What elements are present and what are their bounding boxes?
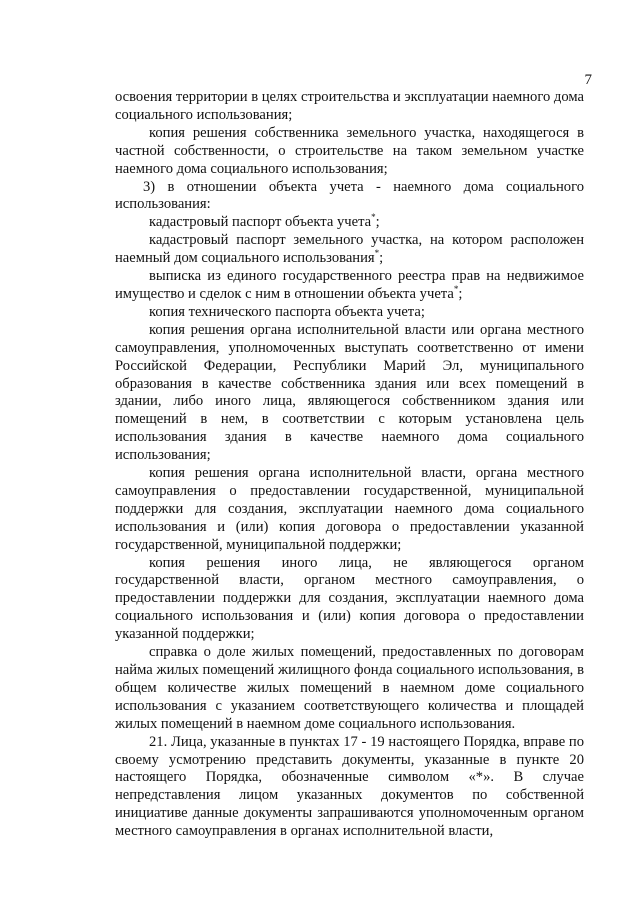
paragraph xyxy=(115,644,584,734)
paragraph-tail: ; xyxy=(458,285,463,302)
paragraph xyxy=(115,268,584,304)
paragraph-text: 21. Лица, указанные в пунктах 17 - 19 настоящего Порядка, вправе по своему усмотрению представить документы, указанные в пункте 20 настоящего Порядка, обозначенные символом «*». В случае непредставления лицом указанных документов по собственной инициативе данные документы запрашиваются уполномоченным органом местного самоуправления в органах исполнительной власти, xyxy=(115,733,584,840)
paragraph xyxy=(115,465,584,555)
footnote-star: * xyxy=(453,284,459,295)
paragraph xyxy=(115,555,584,645)
page-number: 7 xyxy=(584,72,592,88)
paragraph xyxy=(115,89,584,125)
paragraph-text: кадастровый паспорт земельного участка, на котором расположен наемный дом социального использования xyxy=(115,232,584,267)
footnote-star: * xyxy=(374,248,380,259)
paragraph xyxy=(115,304,584,322)
paragraph-text: копия технического паспорта объекта учета; xyxy=(149,303,425,320)
paragraph-text: справка о доле жилых помещений, предоставленных по договорам найма жилых помещений жилищного фонда социального использования, в общем количестве жилых помещений в наемном доме социального использования с указанием соответствующего количества и площадей жилых помещений в наемном доме социального использования. xyxy=(115,644,584,732)
paragraph-text: копия решения органа исполнительной власти, органа местного самоуправления о предоставлении государственной, муниципальной поддержки для создания, эксплуатации наемного дома социального использования и (или) копия договора о предоставлении указанной государственной, муниципальной поддержки; xyxy=(115,465,584,553)
paragraph-text: 3) в отношении объекта учета - наемного дома социального использования: xyxy=(115,178,584,213)
paragraph-text: копия решения собственника земельного участка, находящегося в частной собственности, о строительстве на таком земельном участке наемного дома социального использования; xyxy=(115,124,584,177)
paragraph xyxy=(115,214,584,232)
paragraph xyxy=(115,232,584,268)
paragraph-text: копия решения иного лица, не являющегося органом государственной власти, органом местного самоуправления, о предоставлении поддержки для создания, эксплуатации наемного дома социального использования и (или) копия договора о предоставлении указанной поддержки; xyxy=(115,554,584,643)
footnote-star: * xyxy=(371,212,376,223)
paragraph-text: выписка из единого государственного реестра прав на недвижимое имущество и сделок с ним в отношении объекта учета xyxy=(115,268,584,302)
paragraph xyxy=(115,179,584,215)
paragraph-text: копия решения органа исполнительной власти или органа местного самоуправления, уполномоченных выступать соответственно от имени Российской Федерации, Республики Марий Эл, муниципального образования в качестве собственника здания или всех помещений в здании, либо иного лица, являющегося собственником здания или помещений в нем, в соответствии с которым установлена цель использования здания в качестве наемного дома социального использования; xyxy=(115,321,584,464)
paragraph-tail: ; xyxy=(375,214,380,231)
paragraph xyxy=(115,125,584,179)
paragraph xyxy=(115,734,584,841)
document-body xyxy=(115,89,584,841)
paragraph-text: кадастровый паспорт объекта учета xyxy=(149,214,372,231)
paragraph-text: освоения территории в целях строительства и эксплуатации наемного дома социального использования; xyxy=(115,89,584,123)
paragraph-tail: ; xyxy=(379,250,384,267)
paragraph xyxy=(115,322,584,465)
